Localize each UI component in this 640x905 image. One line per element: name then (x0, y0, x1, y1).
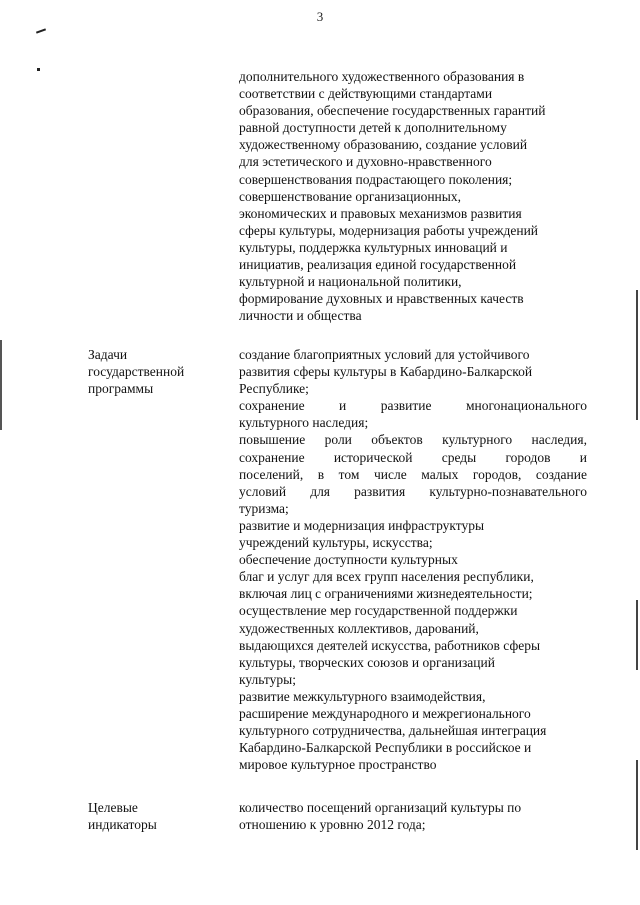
intro-line: совершенствование организационных, (239, 188, 461, 204)
tasks-label (88, 346, 218, 397)
tasks-text (239, 346, 587, 773)
tasks-line: Кабардино-Балкарской Республики в российское и (239, 740, 532, 756)
tasks-line: обеспечение доступности культурных (239, 552, 458, 568)
scan-mark-top-left (36, 28, 46, 33)
tasks-line: благ и услуг для всех групп населения республики, (239, 569, 534, 585)
intro-line: личности и общества (239, 308, 362, 324)
intro-line: формирование духовных и нравственных качеств (239, 291, 524, 307)
tasks-label-line: государственной (88, 364, 185, 380)
tasks-line: условий для развития культурно-познавательного (239, 483, 587, 499)
intro-line: соответствии с действующими стандартами (239, 86, 493, 102)
tasks-line: культурного сотрудничества, дальнейшая интеграция (239, 723, 547, 739)
indicators-line: отношению к уровню 2012 года; (239, 817, 426, 833)
indicators-text (239, 799, 587, 833)
tasks-line: развитие и модернизация инфраструктуры (239, 517, 485, 533)
intro-line: сферы культуры, модернизация работы учреждений (239, 222, 539, 238)
tasks-line: сохранение и развитие многонационального (239, 398, 587, 414)
intro-line: культурной и национальной политики, (239, 274, 462, 290)
tasks-line: осуществление мер государственной поддержки (239, 603, 518, 619)
tasks-line: культурного наследия; (239, 415, 369, 431)
tasks-label-line: Задачи (88, 347, 128, 362)
tasks-line: учреждений культуры, искусства; (239, 535, 433, 551)
tasks-line: культуры; (239, 671, 296, 687)
tasks-line: включая лиц с ограничениями жизнедеятельности; (239, 586, 533, 602)
tasks-line: повышение роли объектов культурного наследия, (239, 432, 587, 448)
indicators-label (88, 799, 218, 833)
intro-line: для эстетического и духовно-нравственного (239, 154, 492, 170)
indicators-label-line: индикаторы (88, 817, 157, 833)
intro-line: инициатив, реализация единой государственной (239, 257, 517, 273)
tasks-line: Республике; (239, 381, 309, 397)
scan-mark-left-edge (0, 340, 2, 430)
intro-line: культуры, поддержка культурных инноваций и (239, 239, 508, 255)
scan-mark-right-edge-3 (636, 760, 638, 850)
tasks-line: поселений, в том числе малых городов, создание (239, 466, 587, 482)
tasks-line: выдающихся деятелей искусства, работников сферы (239, 637, 541, 653)
indicators-line: количество посещений организаций культуры по (239, 800, 522, 815)
intro-line: экономических и правовых механизмов развития (239, 205, 522, 221)
scan-mark-right-edge-1 (636, 290, 638, 420)
tasks-line: мировое культурное пространство (239, 757, 437, 773)
scan-mark-right-edge-2 (636, 600, 638, 670)
indicators-label-line: Целевые (88, 800, 138, 815)
tasks-line: создание благоприятных условий для устойчивого (239, 347, 530, 362)
tasks-line: развития сферы культуры в Кабардино-Балкарской (239, 364, 533, 380)
tasks-line: развитие межкультурного взаимодействия, (239, 688, 486, 704)
intro-line: совершенствования подрастающего поколения; (239, 171, 513, 187)
intro-line: образования, обеспечение государственных гарантий (239, 103, 546, 119)
scan-mark-dot-left (37, 68, 40, 71)
tasks-line: культуры, творческих союзов и организаций (239, 654, 495, 670)
intro-line: дополнительного художественного образования в (239, 69, 525, 84)
tasks-line: туризма; (239, 500, 289, 516)
tasks-line: расширение международного и межрегионального (239, 705, 531, 721)
intro-line: художественному образованию, создание условий (239, 137, 528, 153)
tasks-line: сохранение исторической среды городов и (239, 449, 587, 465)
page-number: 3 (316, 9, 324, 24)
intro-text (239, 68, 587, 324)
tasks-line: художественных коллективов, дарований, (239, 620, 479, 636)
intro-line: равной доступности детей к дополнительному (239, 120, 507, 136)
tasks-label-line: программы (88, 381, 154, 397)
